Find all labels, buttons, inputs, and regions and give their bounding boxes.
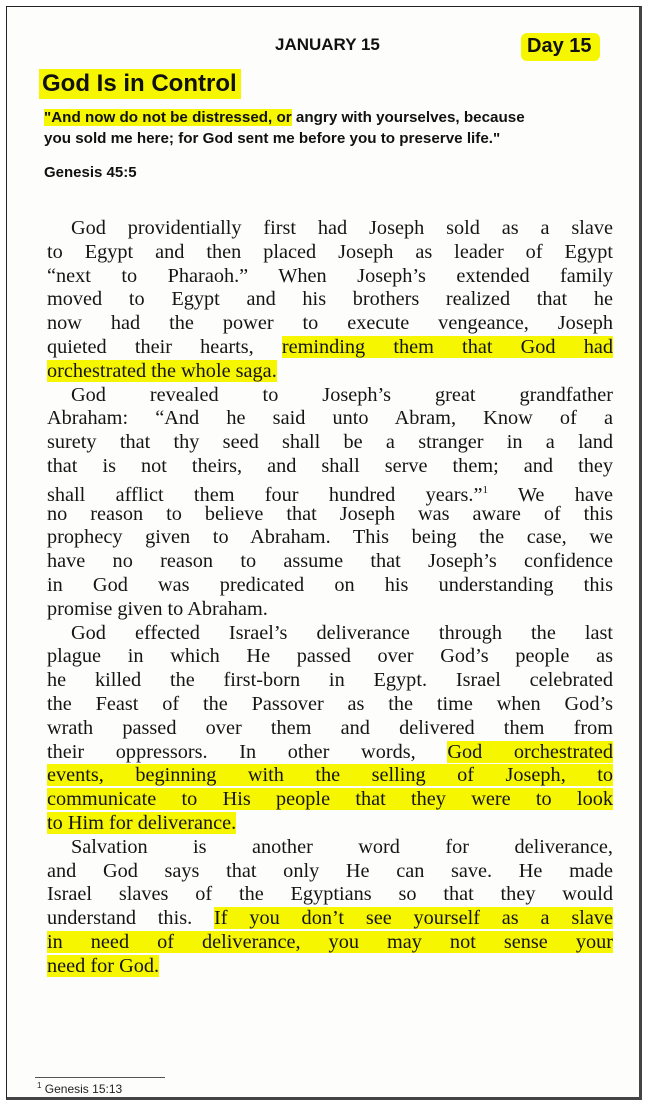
body-line: now had the power to execute vengeance, Joseph xyxy=(47,312,613,335)
page-date: JANUARY 15 xyxy=(275,35,380,54)
body-line xyxy=(47,812,613,836)
verse-reference: Genesis 45:5 xyxy=(44,164,137,181)
key-verse xyxy=(44,107,614,149)
highlighted-text: in need of deliverance, you may not sense your xyxy=(47,930,613,953)
footnote-marker: 1 xyxy=(482,483,488,496)
body-line: no reason to believe that Joseph was aware of this xyxy=(47,502,613,525)
body-line: have no reason to assume that Joseph’s confidence xyxy=(47,550,613,573)
body-line: that is not theirs, and shall serve them; and they xyxy=(47,454,613,477)
devotional-page xyxy=(6,6,642,1100)
body-line xyxy=(47,907,613,931)
body-line: wrath passed over them and delivered them from xyxy=(47,716,613,739)
body-line: Israel slaves of the Egyptians so that they would xyxy=(47,883,613,906)
highlighted-text: If you don’t see yourself as a slave xyxy=(214,907,613,930)
verse-line-1-rest: angry with yourselves, because xyxy=(291,109,525,126)
body-line: God effected Israel’s deliverance through the last xyxy=(71,621,613,644)
body-line: “next to Pharaoh.” When Joseph’s extended family xyxy=(47,264,613,287)
highlighted-text: communicate to His people that they were to look xyxy=(47,788,613,811)
body-line: he killed the first-born in Egypt. Israel celebrated xyxy=(47,669,613,692)
body-line: moved to Egypt and his brothers realized that he xyxy=(47,288,613,311)
highlighted-text: events, beginning with the selling of Joseph, to xyxy=(47,764,613,787)
body-line: Abraham: “And he said unto Abram, Know of a xyxy=(47,407,613,430)
body-line: prophecy given to Abraham. This being the case, we xyxy=(47,526,613,549)
verse-line-1 xyxy=(44,107,614,128)
body-segment: their oppressors. In other words, xyxy=(47,740,448,763)
body-segment: shall afflict them four hundred years.” xyxy=(47,483,483,506)
body-line: to Egypt and then placed Joseph as leader of Egypt xyxy=(47,240,613,263)
body-line xyxy=(47,788,613,812)
body-line: promise given to Abraham. xyxy=(47,597,268,620)
body-line xyxy=(47,955,613,979)
devotional-body xyxy=(47,217,613,979)
footnote xyxy=(37,1081,122,1096)
body-line: and God says that only He can save. He made xyxy=(47,859,613,882)
body-line xyxy=(47,479,613,506)
highlighted-text: reminding them that God had xyxy=(281,335,613,358)
highlighted-text: God orchestrated xyxy=(447,740,613,763)
footnote-text: Genesis 15:13 xyxy=(41,1082,123,1096)
body-line xyxy=(47,336,613,360)
verse-line-2: you sold me here; for God sent me before you to preserve life." xyxy=(44,130,501,147)
body-line: plague in which He passed over God’s people as xyxy=(47,645,613,668)
body-line xyxy=(47,360,613,384)
page-title: God Is in Control xyxy=(39,69,241,99)
verse-highlight: "And now do not be distressed, or xyxy=(44,109,292,126)
body-line xyxy=(47,931,613,955)
footnote-number: 1 xyxy=(37,1081,42,1090)
footnote-divider xyxy=(35,1077,165,1078)
body-segment: We have xyxy=(487,483,613,506)
body-segment: understand this. xyxy=(47,907,214,930)
body-line xyxy=(47,764,613,788)
body-line: God providentially first had Joseph sold as a slave xyxy=(71,217,613,239)
body-line: the Feast of the Passover as the time when God’s xyxy=(47,692,613,715)
highlighted-text: need for God. xyxy=(47,954,160,977)
highlighted-text: orchestrated the whole saga. xyxy=(47,359,277,382)
highlighted-text: to Him for deliverance. xyxy=(47,811,237,834)
day-badge: Day 15 xyxy=(521,33,600,61)
body-line: in God was predicated on his understanding this xyxy=(47,573,613,596)
body-segment: quieted their hearts, xyxy=(47,335,282,358)
body-line: surety that thy seed shall be a stranger in a land xyxy=(47,431,613,454)
body-line: Salvation is another word for deliverance, xyxy=(71,835,613,858)
body-line: God revealed to Joseph’s great grandfather xyxy=(71,383,613,406)
body-line xyxy=(47,741,613,765)
